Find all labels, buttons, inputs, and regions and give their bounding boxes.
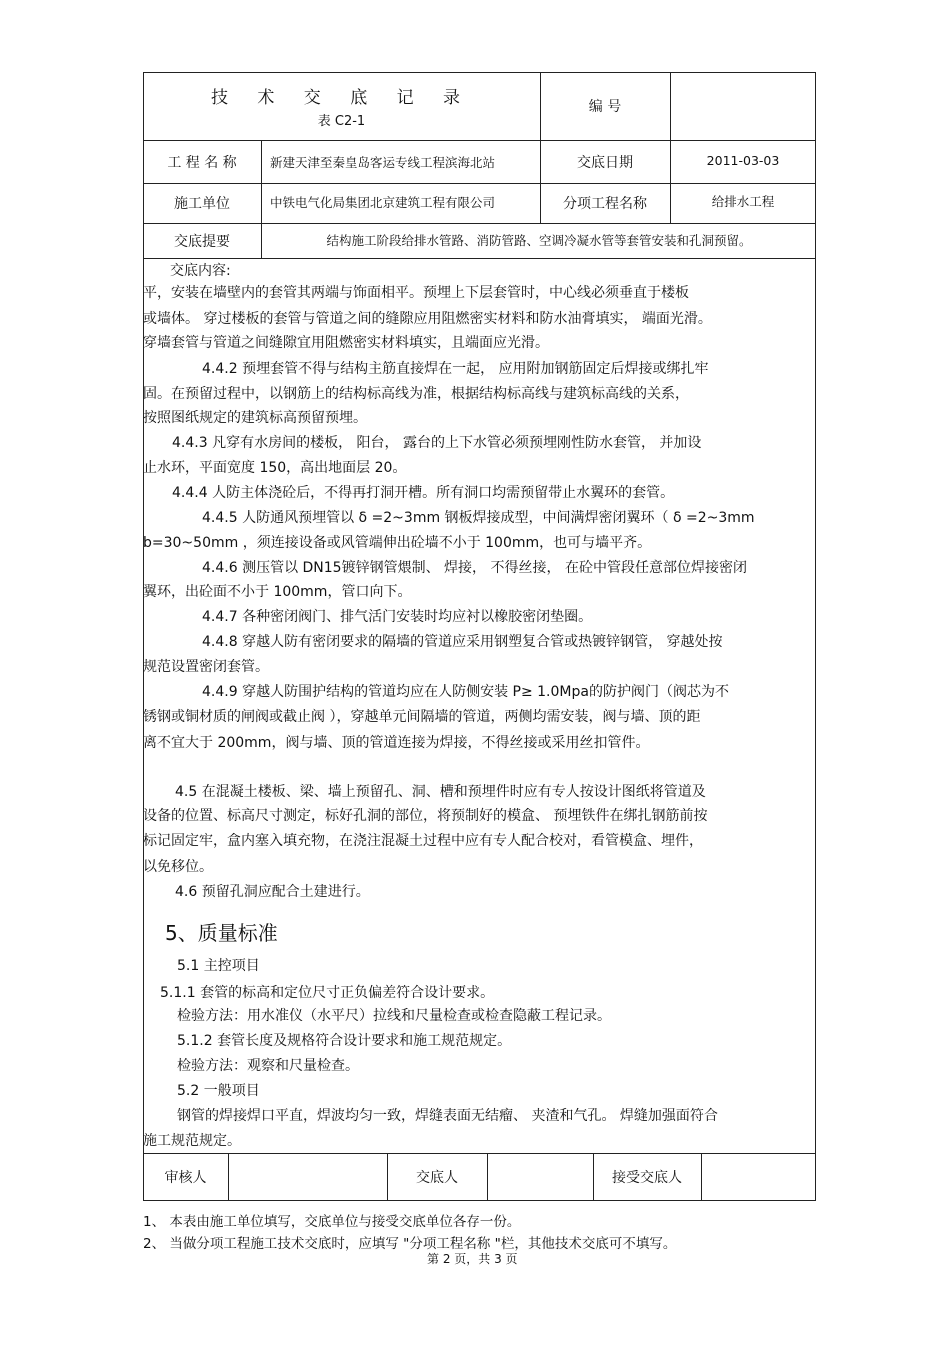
content-line: 平，安装在墙壁内的套管其两端与饰面相平。预埋上下层套管时，中心线必须垂直于楼板: [143, 285, 689, 301]
unit-label: 施工单位: [174, 196, 230, 212]
footnote: 2、 当做分项工程施工技术交底时，应填写 "分项工程名称 "栏，其他技术交底可不填写。: [143, 1236, 677, 1252]
content-line: 止水环，平面宽度 150，高出地面层 20。: [143, 460, 407, 476]
reviewer-label: 审核人: [164, 1170, 207, 1186]
content-line: 4.6 预留孔洞应配合土建进行。: [175, 884, 370, 900]
serial-label: 编 号: [588, 99, 622, 115]
date-label: 交底日期: [577, 154, 633, 171]
content-label: 交底内容:: [170, 263, 231, 279]
form-title: 技 术 交 底 记 录: [210, 87, 473, 108]
content-line: 固。在预留过程中，以钢筋上的结构标高线为准，根据结构标高线与建筑标高线的关系，: [143, 386, 689, 402]
summary-label: 交底提要: [174, 233, 230, 250]
content-line: 5.1.2 套管长度及规格符合设计要求和施工规范规定。: [177, 1033, 512, 1049]
content-line: 4.4.6 测压管以 DN15镀锌钢管煨制、 焊接， 不得丝接， 在砼中管段任意部位焊接密闭: [202, 560, 747, 576]
discloser-label: 交底人: [416, 1170, 458, 1186]
summary-value[interactable]: 结构施工阶段给排水管路、消防管路、空调冷凝水管等套管安装和孔洞预留。: [326, 232, 752, 248]
form-number: 表 C2-1: [317, 113, 366, 129]
content-line: 4.4.7 各种密闭阀门、排气活门安装时均应衬以橡胶密闭垫圈。: [202, 609, 593, 625]
content-line: 4.4.2 预埋套管不得与结构主筋直接焊在一起， 应用附加钢筋固定后焊接或绑扎牢: [202, 361, 709, 377]
page-indicator: 第 2 页，共 3 页: [427, 1252, 518, 1266]
project-value[interactable]: 新建天津至秦皇岛客运专线工程滨海北站: [270, 154, 496, 170]
content-line: 设备的位置、标高尺寸测定，标好孔洞的部位，将预制好的模盒、 预埋铁件在绑扎钢筋前按: [143, 808, 708, 824]
row-divider: [143, 258, 816, 259]
receiver-value[interactable]: [701, 1153, 816, 1201]
discloser-value[interactable]: [487, 1153, 593, 1201]
project-label: 工 程 名 称: [167, 154, 237, 171]
content-line: 5.1.1 套管的标高和定位尺寸正负偏差符合设计要求。: [160, 985, 495, 1001]
subproject-label: 分项工程名称: [563, 196, 647, 212]
content-line: 4.5 在混凝土楼板、梁、墙上预留孔、洞、槽和预埋件时应有专人按设计图纸将管道及: [175, 784, 706, 800]
content-line: b=30~50mm ，须连接设备或风管端伸出砼墙不小于 100mm，也可与墙平齐。: [143, 535, 652, 551]
footnote: 1、 本表由施工单位填写，交底单位与接受交底单位各存一份。: [143, 1214, 521, 1230]
content-line: 按照图纸规定的建筑标高预留预埋。: [143, 410, 367, 426]
content-line: 以免移位。: [143, 859, 213, 875]
content-line: 穿墙套管与管道之间缝隙宜用阻燃密实材料填实，且端面应光滑。: [143, 335, 549, 351]
unit-value[interactable]: 中铁电气化局集团北京建筑工程有限公司: [270, 195, 496, 210]
content-line: 翼环，出砼面不小于 100mm，管口向下。: [143, 584, 412, 600]
reviewer-value[interactable]: [228, 1153, 387, 1201]
content-line: 标记固定牢，盒内塞入填充物，在浇注混凝土过程中应有专人配合校对，看管模盒、埋件，: [143, 833, 703, 849]
serial-value[interactable]: [670, 72, 816, 140]
content-line: 施工规范规定。: [143, 1133, 241, 1149]
content-line: 5.2 一般项目: [177, 1083, 260, 1099]
date-value[interactable]: 2011-03-03: [706, 152, 780, 168]
content-line: 离不宜大于 200mm，阀与墙、顶的管道连接为焊接，不得丝接或采用丝扣管件。: [143, 735, 650, 751]
content-line: 规范设置密闭套管。: [143, 659, 269, 675]
content-line: 4.4.8 穿越人防有密闭要求的隔墙的管道应采用钢塑复合管或热镀锌钢管， 穿越处按: [202, 634, 723, 650]
content-line: 检验方法：观察和尺量检查。: [177, 1058, 359, 1074]
content-line: 或墙体。 穿过楼板的套管与管道之间的缝隙应用阻燃密实材料和防水油膏填实， 端面光滑。: [143, 311, 712, 327]
content-line: 锈钢或铜材质的闸阀或截止阀 ），穿越单元间隔墙的管道，两侧均需安装，阀与墙、顶的距: [143, 709, 701, 725]
content-line: 钢管的焊接焊口平直，焊波均匀一致，焊缝表面无结瘤、 夹渣和气孔。 焊缝加强面符合: [177, 1108, 718, 1124]
content-line: 4.4.9 穿越人防围护结构的管道均应在人防侧安装 P≥ 1.0Mpa的防护阀门（阀芯为不: [202, 684, 729, 700]
content-line: 4.4.5 人防通风预埋管以 δ =2~3mm 钢板焊接成型，中间满焊密闭翼环（ δ =2~3mm: [202, 510, 755, 526]
content-line: 4.4.3 凡穿有水房间的楼板， 阳台， 露台的上下水管必须预埋刚性防水套管， 并加设: [172, 435, 702, 451]
content-line: 5.1 主控项目: [177, 958, 260, 974]
section-heading: 5、质量标准: [165, 921, 278, 945]
subproject-value[interactable]: 给排水工程: [711, 194, 775, 209]
content-line: 检验方法：用水准仪（水平尺）拉线和尺量检查或检查隐蔽工程记录。: [177, 1008, 611, 1024]
content-line: 4.4.4 人防主体浇砼后，不得再打洞开槽。所有洞口均需预留带止水翼环的套管。: [172, 485, 675, 501]
receiver-label: 接受交底人: [612, 1170, 682, 1186]
